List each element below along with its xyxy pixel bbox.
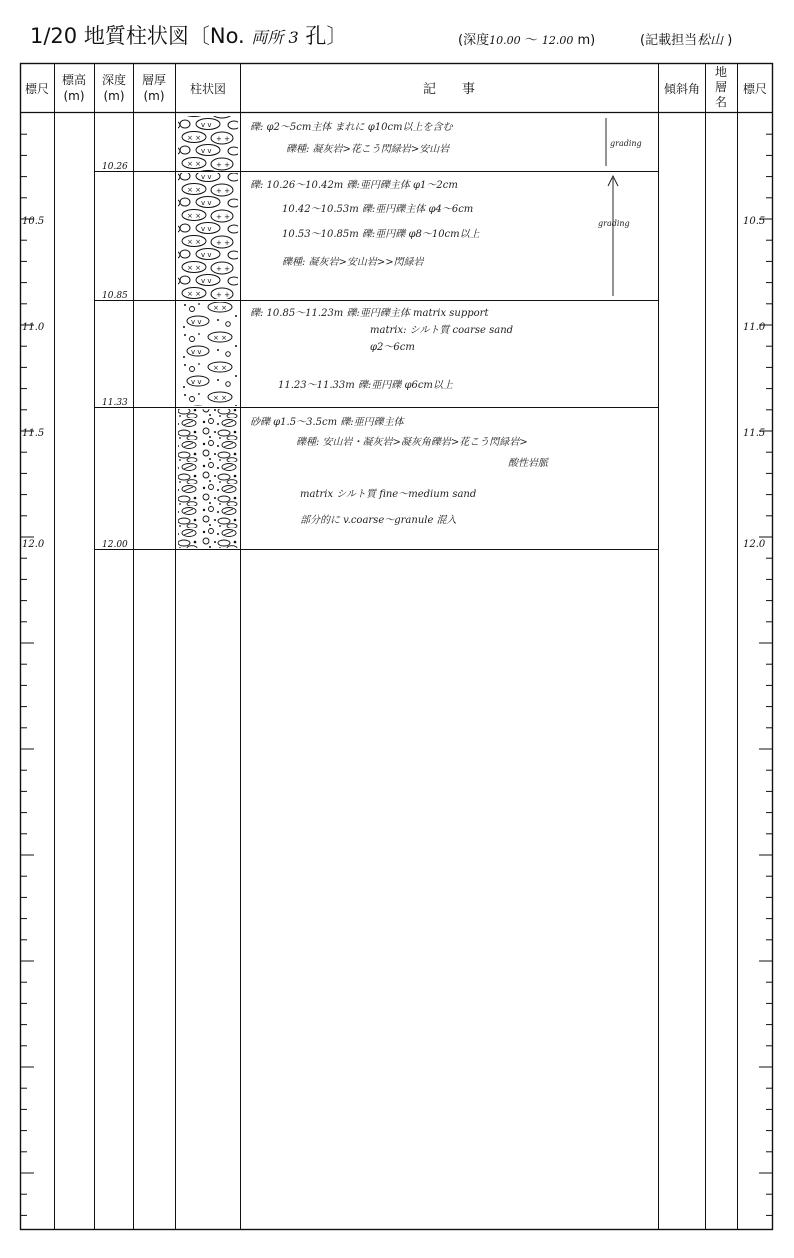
desc-2-line-1: 礫: 10.26〜10.42m 礫:亜円礫主体 φ1〜2cm: [250, 180, 458, 191]
desc-2-line-2: 10.42〜10.53m 礫:亜円礫主体 φ4〜6cm: [282, 204, 474, 215]
column-layer-3: [178, 302, 238, 406]
header-formation-1: 地: [714, 65, 728, 79]
header-elevation: 標高: [61, 73, 87, 87]
description-layer-4: [250, 416, 550, 526]
depth-range-sep: 〜: [524, 33, 538, 48]
depth-range-unit: m): [577, 33, 596, 48]
desc-4-line-3: 酸性岩脈: [508, 458, 548, 469]
column-layer-4: [178, 409, 238, 548]
layer-depth-2: 10.85: [102, 291, 128, 301]
scale-left-115: 11.5: [22, 428, 45, 439]
header-depth-unit: (m): [103, 89, 125, 103]
desc-2-grading: grading: [598, 219, 630, 228]
description-layer-3: [250, 307, 513, 391]
scale-ticks-right: [759, 134, 773, 1215]
depth-range-from: 10.00: [489, 34, 521, 47]
desc-4-line-1: 砂礫 φ1.5〜3.5cm 礫:亜円礫主体: [250, 417, 404, 428]
desc-4-line-2: 礫種: 安山岩・凝灰岩>凝灰角礫岩>花こう閃緑岩>: [296, 437, 528, 448]
layer-depth-1: 10.26: [102, 162, 128, 172]
recorder-prefix: (記載担当: [640, 33, 698, 48]
header-scale-left: 標尺: [24, 82, 50, 96]
desc-1-line-2: 礫種: 凝灰岩>花こう閃緑岩>安山岩: [286, 144, 450, 155]
depth-range-to: 12.00: [541, 34, 574, 47]
recorder-name: 松山: [697, 33, 724, 48]
title-name: 地質柱状図〔No.: [83, 24, 245, 48]
scale-right-105: 10.5: [743, 216, 766, 227]
header-thickness-unit: (m): [143, 89, 165, 103]
header-scale-right: 標尺: [742, 82, 768, 96]
description-layer-2: [250, 176, 630, 296]
scale-ratio: 1/20: [30, 24, 78, 48]
scale-right-120: 12.0: [743, 539, 766, 550]
layer-depth-3: 11.33: [102, 398, 128, 408]
column-layer-1: [178, 116, 238, 171]
desc-4-line-5: 部分的に v.coarse〜granule 混入: [300, 515, 457, 526]
desc-1-grading: grading: [610, 139, 642, 148]
hole-suffix: 孔〕: [305, 24, 348, 48]
header-dip: 傾斜角: [663, 82, 701, 96]
scale-left-120: 12.0: [22, 539, 45, 550]
header-depth: 深度: [101, 73, 127, 87]
header-column: 柱状図: [189, 82, 227, 96]
layer-depth-4: 12.00: [102, 540, 128, 550]
header-formation-2: 層: [714, 80, 728, 94]
desc-3-line-3: φ2〜6cm: [370, 342, 415, 353]
desc-1-line-1: 礫: φ2〜5cm主体 まれに φ10cm以上を含む: [250, 122, 453, 133]
column-layer-2: [178, 173, 238, 299]
scale-ticks-left: [20, 134, 34, 1215]
header-description: 記 事: [422, 82, 476, 97]
hole-name: 両所 3: [251, 28, 299, 47]
scale-left-105: 10.5: [22, 216, 45, 227]
desc-4-line-4: matrix シルト質 fine〜medium sand: [300, 489, 477, 500]
scale-right-110: 11.0: [743, 322, 766, 333]
header-elevation-unit: (m): [63, 89, 85, 103]
desc-2-line-3: 10.53〜10.85m 礫:亜円礫 φ8〜10cm以上: [282, 229, 480, 240]
desc-3-line-4: 11.23〜11.33m 礫:亜円礫 φ6cm以上: [278, 380, 453, 391]
desc-3-line-1: 礫: 10.85〜11.23m 礫:亜円礫主体 matrix support: [250, 308, 489, 319]
header-thickness: 層厚: [141, 73, 167, 87]
desc-3-line-2: matrix: シルト質 coarse sand: [370, 325, 514, 336]
desc-2-line-4: 礫種: 凝灰岩>安山岩>>閃緑岩: [282, 257, 424, 268]
recorder-suffix: ): [727, 33, 733, 48]
header-formation-3: 名: [714, 95, 728, 109]
description-layer-1: [250, 118, 642, 166]
depth-range-prefix: (深度: [458, 33, 490, 48]
scale-left-110: 11.0: [22, 322, 45, 333]
scale-right-115: 11.5: [743, 428, 766, 439]
